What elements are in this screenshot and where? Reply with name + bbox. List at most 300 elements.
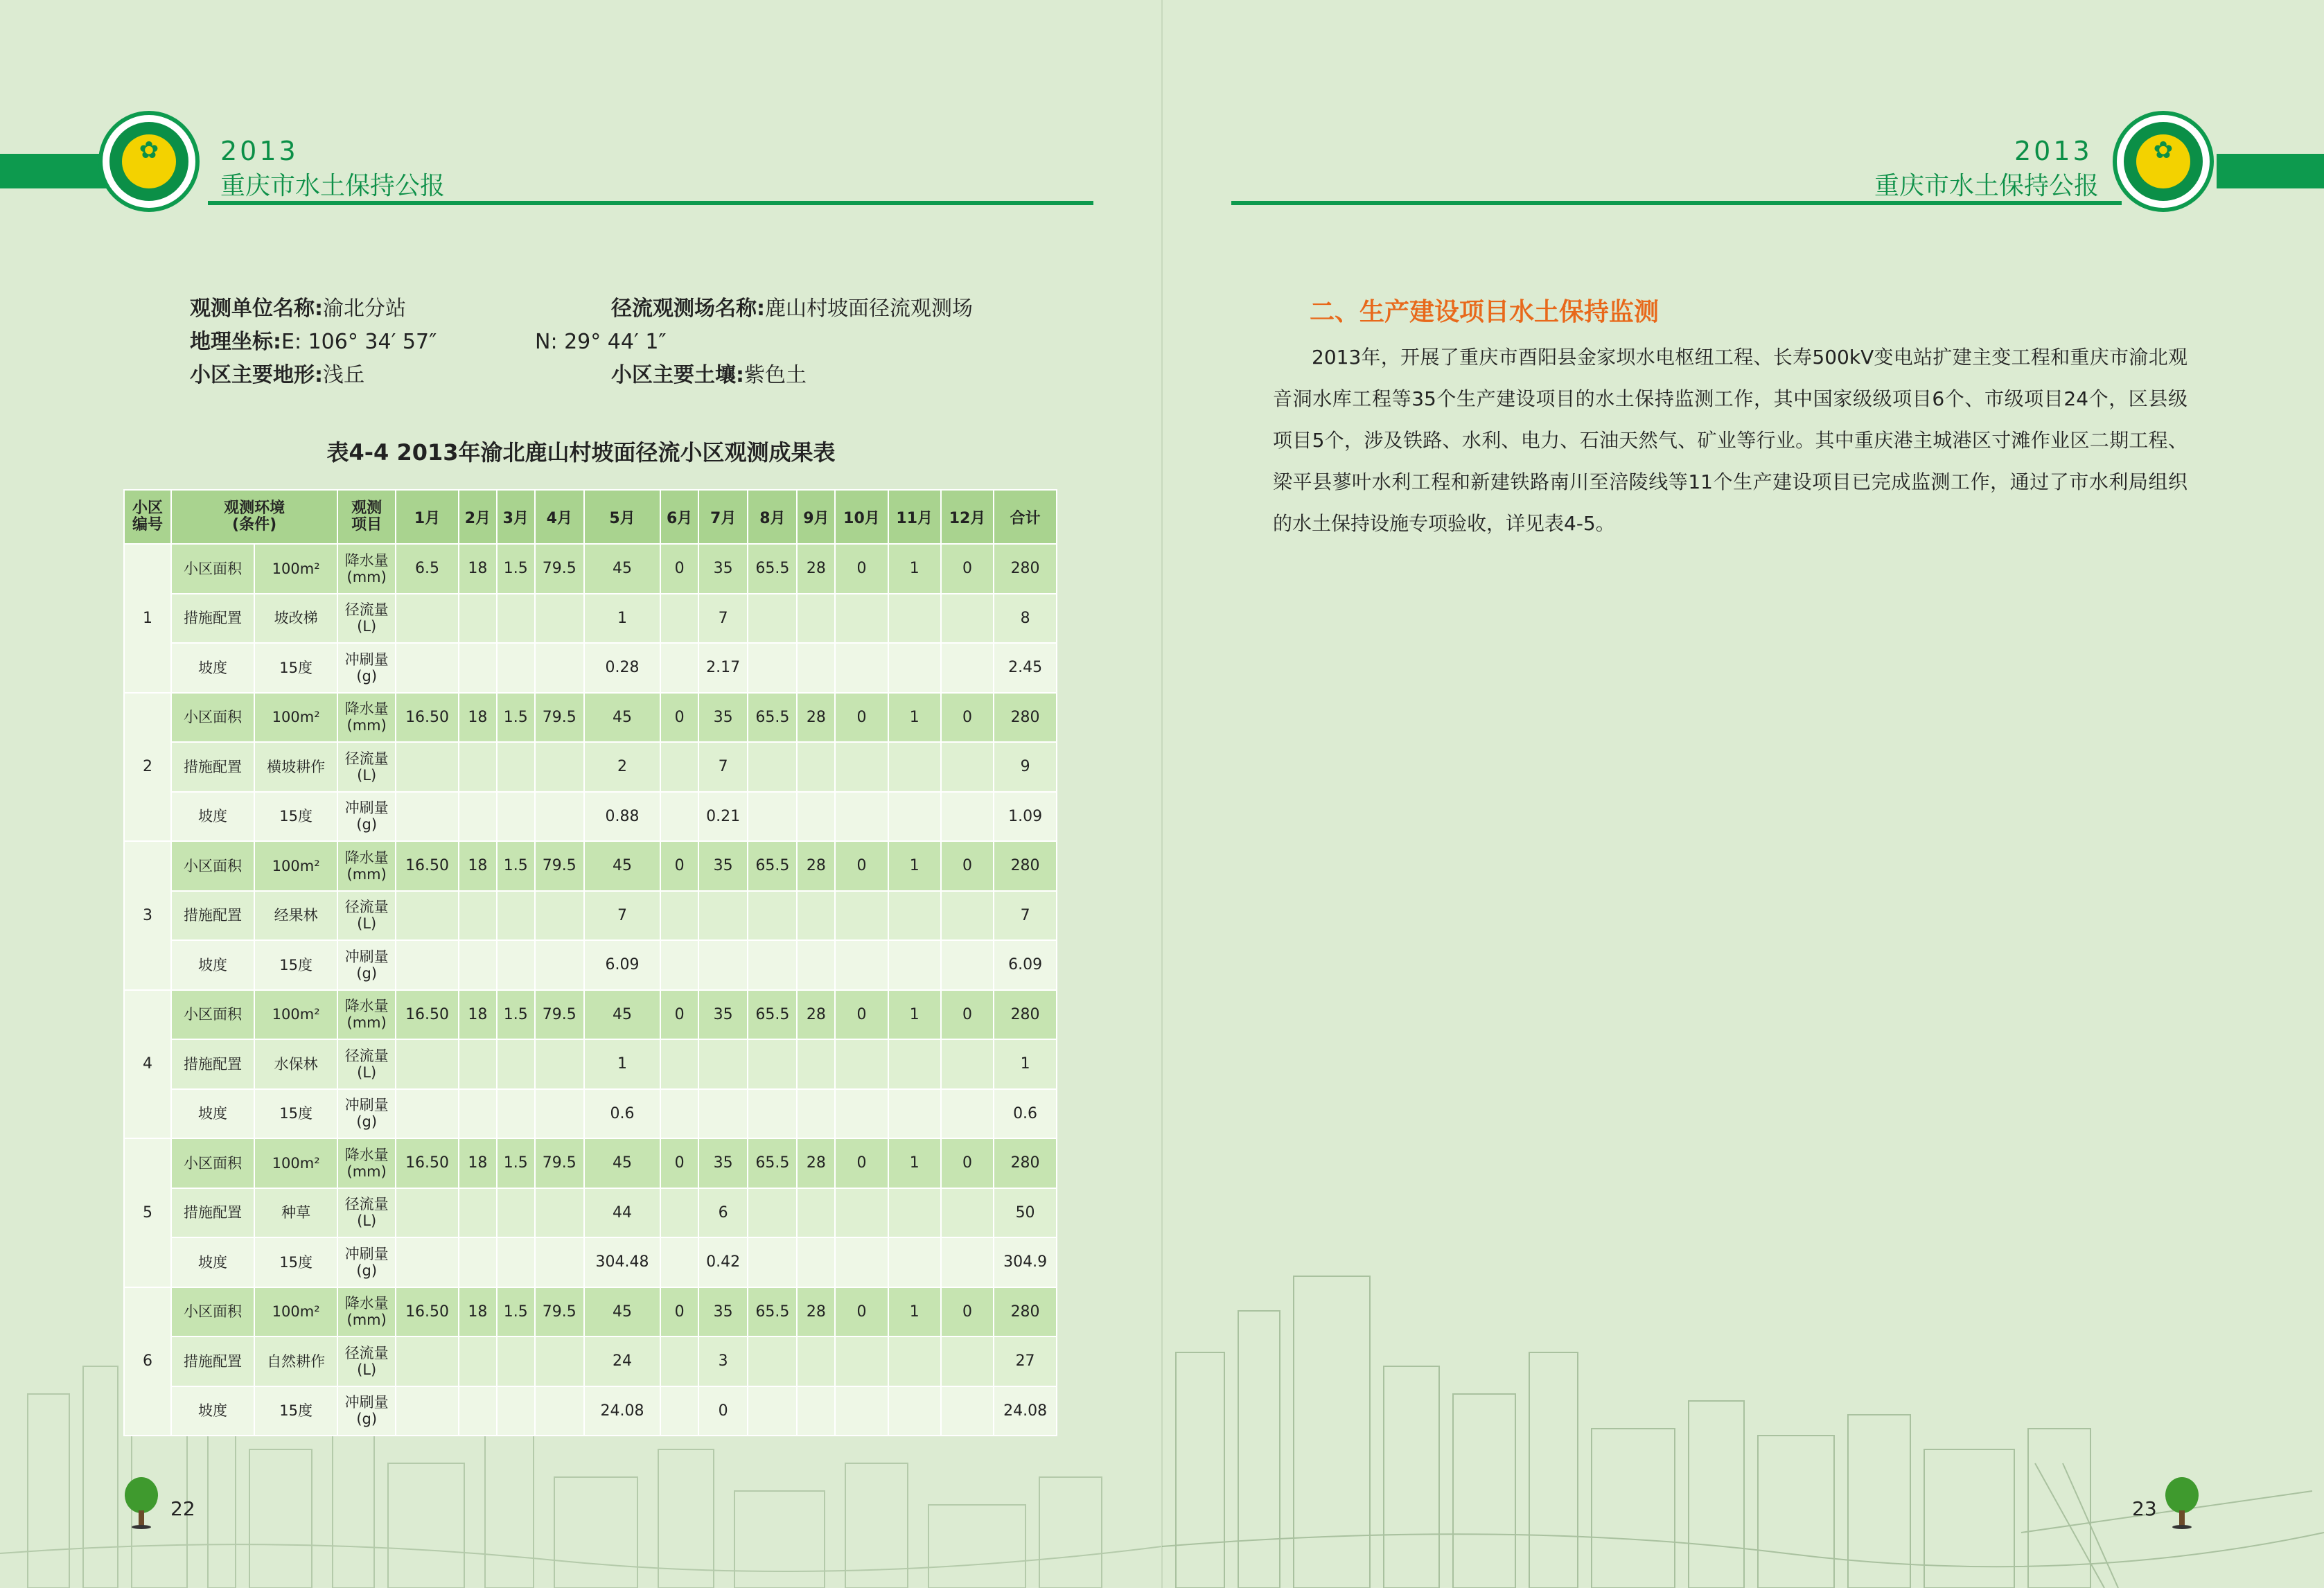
data-cell bbox=[459, 1089, 497, 1139]
data-cell: 65.5 bbox=[748, 693, 797, 743]
data-cell bbox=[888, 792, 941, 842]
data-cell: 45 bbox=[584, 990, 660, 1040]
data-cell bbox=[835, 1039, 888, 1089]
data-cell bbox=[748, 940, 797, 990]
data-cell bbox=[660, 1089, 698, 1139]
data-cell bbox=[835, 594, 888, 644]
data-cell: 1 bbox=[584, 594, 660, 644]
condition-label-cell: 小区面积 bbox=[171, 1287, 254, 1337]
coord-n: N: 29° 44′ 1″ bbox=[535, 330, 667, 354]
data-cell bbox=[797, 940, 835, 990]
data-cell bbox=[888, 1237, 941, 1287]
condition-value-cell: 100m² bbox=[254, 841, 337, 891]
data-cell: 0.6 bbox=[584, 1089, 660, 1139]
data-cell: 18 bbox=[459, 544, 497, 594]
terrain-value: 浅丘 bbox=[323, 363, 364, 387]
data-cell bbox=[535, 1039, 584, 1089]
data-cell bbox=[797, 891, 835, 941]
data-cell bbox=[835, 891, 888, 941]
col-header: 1月 bbox=[396, 490, 459, 544]
data-cell bbox=[835, 1237, 888, 1287]
data-cell: 3 bbox=[698, 1336, 748, 1386]
plot-id-cell: 3 bbox=[124, 841, 171, 990]
condition-value-cell: 15度 bbox=[254, 643, 337, 693]
data-cell bbox=[396, 1039, 459, 1089]
condition-label-cell: 小区面积 bbox=[171, 544, 254, 594]
data-cell bbox=[941, 1188, 994, 1238]
data-cell: 0 bbox=[660, 841, 698, 891]
data-cell bbox=[797, 1089, 835, 1139]
data-cell: 6.5 bbox=[396, 544, 459, 594]
page-number-left: 22 bbox=[170, 1497, 195, 1520]
data-cell bbox=[888, 1336, 941, 1386]
data-cell: 1.5 bbox=[497, 1287, 535, 1337]
data-cell: 0 bbox=[660, 1287, 698, 1337]
data-cell: 0 bbox=[835, 990, 888, 1040]
table-row bbox=[124, 643, 1057, 693]
data-cell bbox=[797, 1336, 835, 1386]
data-cell bbox=[459, 643, 497, 693]
data-cell bbox=[459, 594, 497, 644]
data-cell: 18 bbox=[459, 1287, 497, 1337]
data-cell: 28 bbox=[797, 544, 835, 594]
condition-label-cell: 措施配置 bbox=[171, 1039, 254, 1089]
data-cell bbox=[535, 940, 584, 990]
data-cell: 0 bbox=[698, 1386, 748, 1436]
data-cell: 0 bbox=[941, 841, 994, 891]
data-cell: 0 bbox=[941, 1287, 994, 1337]
condition-label-cell: 措施配置 bbox=[171, 1188, 254, 1238]
data-cell bbox=[497, 1237, 535, 1287]
plot-id-cell: 2 bbox=[124, 693, 171, 842]
data-cell bbox=[748, 1188, 797, 1238]
header-title: 重庆市水土保持公报 bbox=[1874, 172, 2099, 200]
condition-value-cell: 自然耕作 bbox=[254, 1336, 337, 1386]
data-cell bbox=[497, 1089, 535, 1139]
data-cell: 1.5 bbox=[497, 990, 535, 1040]
data-cell bbox=[835, 940, 888, 990]
observation-item-cell: 冲刷量(g) bbox=[337, 940, 396, 990]
table-row bbox=[124, 990, 1057, 1040]
condition-value-cell: 15度 bbox=[254, 1237, 337, 1287]
data-cell bbox=[797, 1386, 835, 1436]
data-cell: 8 bbox=[994, 594, 1057, 644]
condition-value-cell: 坡改梯 bbox=[254, 594, 337, 644]
unit-label: 观测单位名称: bbox=[190, 297, 323, 321]
data-cell: 0.42 bbox=[698, 1237, 748, 1287]
page-number-right: 23 bbox=[2132, 1497, 2157, 1520]
data-cell: 16.50 bbox=[396, 1138, 459, 1188]
data-cell: 6.09 bbox=[584, 940, 660, 990]
data-cell bbox=[660, 1336, 698, 1386]
condition-value-cell: 100m² bbox=[254, 1138, 337, 1188]
data-cell bbox=[497, 1188, 535, 1238]
data-cell: 1 bbox=[584, 1039, 660, 1089]
data-cell bbox=[698, 1039, 748, 1089]
data-cell: 45 bbox=[584, 1138, 660, 1188]
coord-e: E: 106° 34′ 57″ bbox=[281, 330, 437, 354]
col-header: 观测 项目 bbox=[337, 490, 396, 544]
condition-value-cell: 种草 bbox=[254, 1188, 337, 1238]
data-cell bbox=[698, 940, 748, 990]
data-cell bbox=[748, 891, 797, 941]
data-cell: 280 bbox=[994, 693, 1057, 743]
data-cell bbox=[797, 792, 835, 842]
data-cell: 65.5 bbox=[748, 990, 797, 1040]
condition-label-cell: 措施配置 bbox=[171, 742, 254, 792]
data-cell: 0 bbox=[941, 990, 994, 1040]
data-cell: 18 bbox=[459, 990, 497, 1040]
data-cell bbox=[660, 1386, 698, 1436]
data-cell: 280 bbox=[994, 1287, 1057, 1337]
data-cell bbox=[888, 1386, 941, 1436]
col-header: 6月 bbox=[660, 490, 698, 544]
table-row bbox=[124, 792, 1057, 842]
data-cell: 45 bbox=[584, 1287, 660, 1337]
condition-value-cell: 15度 bbox=[254, 940, 337, 990]
data-cell bbox=[396, 1188, 459, 1238]
col-header: 9月 bbox=[797, 490, 835, 544]
observation-item-cell: 降水量(mm) bbox=[337, 990, 396, 1040]
data-cell: 280 bbox=[994, 1138, 1057, 1188]
data-cell bbox=[396, 1386, 459, 1436]
data-cell bbox=[396, 1237, 459, 1287]
data-cell bbox=[535, 643, 584, 693]
data-cell: 79.5 bbox=[535, 1138, 584, 1188]
observation-item-cell: 冲刷量(g) bbox=[337, 1237, 396, 1287]
data-cell bbox=[941, 643, 994, 693]
observation-item-cell: 降水量(mm) bbox=[337, 544, 396, 594]
data-cell: 2 bbox=[584, 742, 660, 792]
data-cell bbox=[459, 1039, 497, 1089]
data-cell: 28 bbox=[797, 693, 835, 743]
data-cell bbox=[535, 792, 584, 842]
header-year: 2013 bbox=[220, 136, 299, 166]
data-cell bbox=[835, 1188, 888, 1238]
data-cell: 35 bbox=[698, 544, 748, 594]
data-cell: 1.5 bbox=[497, 1138, 535, 1188]
data-cell: 1 bbox=[888, 841, 941, 891]
data-cell: 16.50 bbox=[396, 1287, 459, 1337]
tree-icon bbox=[123, 1476, 159, 1530]
condition-value-cell: 水保林 bbox=[254, 1039, 337, 1089]
soil-conservation-logo: ✿ bbox=[98, 111, 200, 212]
observation-item-cell: 降水量(mm) bbox=[337, 693, 396, 743]
data-cell bbox=[396, 1089, 459, 1139]
table-row bbox=[124, 1138, 1057, 1188]
col-header: 3月 bbox=[497, 490, 535, 544]
plot-id-cell: 1 bbox=[124, 544, 171, 693]
data-cell: 79.5 bbox=[535, 1287, 584, 1337]
data-cell: 1 bbox=[994, 1039, 1057, 1089]
condition-label-cell: 措施配置 bbox=[171, 891, 254, 941]
data-cell: 0 bbox=[660, 693, 698, 743]
header-band bbox=[2217, 154, 2324, 188]
col-header: 小区 编号 bbox=[124, 490, 171, 544]
table-row bbox=[124, 940, 1057, 990]
data-cell: 24.08 bbox=[994, 1386, 1057, 1436]
table-title: 表4-4 2013年渝北鹿山村坡面径流小区观测成果表 bbox=[326, 439, 836, 466]
data-cell bbox=[698, 891, 748, 941]
data-cell: 280 bbox=[994, 841, 1057, 891]
data-cell bbox=[835, 1336, 888, 1386]
data-cell bbox=[748, 594, 797, 644]
condition-label-cell: 措施配置 bbox=[171, 594, 254, 644]
data-cell bbox=[497, 643, 535, 693]
data-cell bbox=[396, 643, 459, 693]
data-cell bbox=[396, 1336, 459, 1386]
field-label: 径流观测场名称: bbox=[611, 297, 765, 321]
data-cell bbox=[535, 1336, 584, 1386]
data-cell: 1 bbox=[888, 1287, 941, 1337]
data-cell: 1.5 bbox=[497, 693, 535, 743]
data-cell bbox=[748, 1386, 797, 1436]
plot-id-cell: 6 bbox=[124, 1287, 171, 1436]
data-cell: 27 bbox=[994, 1336, 1057, 1386]
soil-conservation-logo: ✿ bbox=[2113, 111, 2214, 212]
data-cell: 35 bbox=[698, 841, 748, 891]
data-cell: 35 bbox=[698, 1287, 748, 1337]
data-cell: 7 bbox=[584, 891, 660, 941]
data-cell: 1.5 bbox=[497, 544, 535, 594]
data-cell: 2.45 bbox=[994, 643, 1057, 693]
right-page bbox=[1162, 0, 2324, 1588]
section-title: 二、生产建设项目水土保持监测 bbox=[1310, 298, 1660, 326]
data-cell: 1 bbox=[888, 1138, 941, 1188]
data-cell: 79.5 bbox=[535, 990, 584, 1040]
data-cell bbox=[835, 742, 888, 792]
observation-item-cell: 径流量(L) bbox=[337, 742, 396, 792]
data-cell bbox=[660, 940, 698, 990]
data-cell bbox=[660, 742, 698, 792]
data-cell bbox=[698, 1089, 748, 1139]
data-cell bbox=[888, 1188, 941, 1238]
data-cell: 280 bbox=[994, 990, 1057, 1040]
data-cell bbox=[497, 1386, 535, 1436]
data-cell: 0 bbox=[941, 693, 994, 743]
data-cell: 18 bbox=[459, 693, 497, 743]
data-cell: 79.5 bbox=[535, 544, 584, 594]
col-header: 8月 bbox=[748, 490, 797, 544]
col-header: 11月 bbox=[888, 490, 941, 544]
data-cell: 50 bbox=[994, 1188, 1057, 1238]
data-cell bbox=[396, 940, 459, 990]
data-cell bbox=[660, 643, 698, 693]
data-cell: 304.48 bbox=[584, 1237, 660, 1287]
data-cell bbox=[535, 1089, 584, 1139]
data-cell: 28 bbox=[797, 841, 835, 891]
data-cell bbox=[941, 1237, 994, 1287]
observation-item-cell: 径流量(L) bbox=[337, 1336, 396, 1386]
data-cell: 16.50 bbox=[396, 990, 459, 1040]
data-cell bbox=[888, 940, 941, 990]
data-cell bbox=[396, 742, 459, 792]
data-cell: 16.50 bbox=[396, 693, 459, 743]
data-cell bbox=[797, 1237, 835, 1287]
data-cell bbox=[941, 891, 994, 941]
observation-item-cell: 径流量(L) bbox=[337, 1039, 396, 1089]
data-cell bbox=[396, 594, 459, 644]
data-cell bbox=[797, 742, 835, 792]
data-cell bbox=[459, 1188, 497, 1238]
data-cell bbox=[941, 1089, 994, 1139]
table-row bbox=[124, 841, 1057, 891]
col-header: 10月 bbox=[835, 490, 888, 544]
data-cell: 7 bbox=[698, 742, 748, 792]
table-row bbox=[124, 1039, 1057, 1089]
condition-label-cell: 小区面积 bbox=[171, 1138, 254, 1188]
data-cell: 28 bbox=[797, 1138, 835, 1188]
table-header-row bbox=[124, 490, 1057, 544]
observation-item-cell: 径流量(L) bbox=[337, 594, 396, 644]
condition-label-cell: 坡度 bbox=[171, 643, 254, 693]
data-cell: 1 bbox=[888, 990, 941, 1040]
data-cell bbox=[497, 940, 535, 990]
data-cell bbox=[835, 643, 888, 693]
data-cell: 0 bbox=[835, 1138, 888, 1188]
table-row bbox=[124, 1336, 1057, 1386]
condition-value-cell: 15度 bbox=[254, 792, 337, 842]
col-header: 5月 bbox=[584, 490, 660, 544]
condition-label-cell: 小区面积 bbox=[171, 841, 254, 891]
observation-item-cell: 径流量(L) bbox=[337, 1188, 396, 1238]
data-cell bbox=[797, 643, 835, 693]
data-cell: 79.5 bbox=[535, 693, 584, 743]
data-cell bbox=[660, 792, 698, 842]
data-cell bbox=[535, 1386, 584, 1436]
data-cell: 0 bbox=[835, 841, 888, 891]
table-row bbox=[124, 693, 1057, 743]
data-cell bbox=[941, 1386, 994, 1436]
observation-item-cell: 降水量(mm) bbox=[337, 841, 396, 891]
data-cell: 6 bbox=[698, 1188, 748, 1238]
data-cell bbox=[941, 1039, 994, 1089]
data-cell bbox=[459, 1336, 497, 1386]
data-cell bbox=[535, 891, 584, 941]
data-cell: 18 bbox=[459, 1138, 497, 1188]
field-value: 鹿山村坡面径流观测场 bbox=[765, 297, 973, 321]
col-header: 4月 bbox=[535, 490, 584, 544]
data-cell bbox=[497, 891, 535, 941]
col-header: 2月 bbox=[459, 490, 497, 544]
data-cell bbox=[748, 742, 797, 792]
data-cell: 35 bbox=[698, 1138, 748, 1188]
data-cell bbox=[535, 1237, 584, 1287]
data-cell bbox=[748, 792, 797, 842]
observation-item-cell: 冲刷量(g) bbox=[337, 1089, 396, 1139]
condition-value-cell: 100m² bbox=[254, 1287, 337, 1337]
data-cell: 0 bbox=[835, 544, 888, 594]
data-cell: 65.5 bbox=[748, 1138, 797, 1188]
data-cell: 79.5 bbox=[535, 841, 584, 891]
data-cell bbox=[748, 1039, 797, 1089]
condition-label-cell: 坡度 bbox=[171, 792, 254, 842]
condition-value-cell: 经果林 bbox=[254, 891, 337, 941]
data-cell: 24.08 bbox=[584, 1386, 660, 1436]
data-cell bbox=[497, 792, 535, 842]
plot-id-cell: 5 bbox=[124, 1138, 171, 1287]
data-cell bbox=[535, 1188, 584, 1238]
data-cell: 44 bbox=[584, 1188, 660, 1238]
data-cell: 0.21 bbox=[698, 792, 748, 842]
col-header: 合计 bbox=[994, 490, 1057, 544]
condition-label-cell: 坡度 bbox=[171, 1237, 254, 1287]
data-cell bbox=[835, 1386, 888, 1436]
data-cell: 35 bbox=[698, 693, 748, 743]
data-cell bbox=[459, 742, 497, 792]
table-row bbox=[124, 1237, 1057, 1287]
data-cell: 65.5 bbox=[748, 544, 797, 594]
observation-item-cell: 降水量(mm) bbox=[337, 1287, 396, 1337]
data-cell: 1 bbox=[888, 693, 941, 743]
data-cell: 28 bbox=[797, 1287, 835, 1337]
data-cell bbox=[660, 1039, 698, 1089]
data-cell: 0 bbox=[835, 1287, 888, 1337]
terrain-label: 小区主要地形: bbox=[190, 363, 323, 387]
data-cell: 0 bbox=[941, 544, 994, 594]
observation-item-cell: 径流量(L) bbox=[337, 891, 396, 941]
observation-item-cell: 冲刷量(g) bbox=[337, 643, 396, 693]
data-cell bbox=[835, 1089, 888, 1139]
data-cell bbox=[396, 792, 459, 842]
header-title: 重庆市水土保持公报 bbox=[220, 172, 446, 200]
condition-label-cell: 坡度 bbox=[171, 1089, 254, 1139]
station-meta bbox=[190, 292, 1056, 392]
condition-value-cell: 15度 bbox=[254, 1089, 337, 1139]
observation-table bbox=[123, 489, 1057, 1436]
data-cell: 35 bbox=[698, 990, 748, 1040]
observation-item-cell: 冲刷量(g) bbox=[337, 792, 396, 842]
data-cell bbox=[888, 1089, 941, 1139]
coord-label: 地理坐标: bbox=[190, 330, 281, 354]
data-cell bbox=[941, 1336, 994, 1386]
condition-value-cell: 100m² bbox=[254, 544, 337, 594]
data-cell: 0 bbox=[660, 1138, 698, 1188]
data-cell: 65.5 bbox=[748, 1287, 797, 1337]
data-cell: 1.09 bbox=[994, 792, 1057, 842]
data-cell bbox=[535, 594, 584, 644]
data-cell: 0 bbox=[660, 544, 698, 594]
data-cell: 280 bbox=[994, 544, 1057, 594]
data-cell: 0 bbox=[835, 693, 888, 743]
data-cell bbox=[535, 742, 584, 792]
condition-label-cell: 坡度 bbox=[171, 940, 254, 990]
condition-label-cell: 措施配置 bbox=[171, 1336, 254, 1386]
data-cell bbox=[748, 1336, 797, 1386]
table-row bbox=[124, 1287, 1057, 1337]
data-cell bbox=[888, 742, 941, 792]
data-cell: 6.09 bbox=[994, 940, 1057, 990]
data-cell: 2.17 bbox=[698, 643, 748, 693]
table-row bbox=[124, 891, 1057, 941]
table-row bbox=[124, 594, 1057, 644]
data-cell: 7 bbox=[994, 891, 1057, 941]
data-cell bbox=[941, 742, 994, 792]
data-cell: 0.28 bbox=[584, 643, 660, 693]
data-cell bbox=[497, 1336, 535, 1386]
soil-label: 小区主要土壤: bbox=[611, 363, 744, 387]
condition-value-cell: 15度 bbox=[254, 1386, 337, 1436]
soil-value: 紫色土 bbox=[744, 363, 807, 387]
condition-value-cell: 横坡耕作 bbox=[254, 742, 337, 792]
data-cell bbox=[941, 594, 994, 644]
data-cell: 0.6 bbox=[994, 1089, 1057, 1139]
table-row bbox=[124, 1089, 1057, 1139]
observation-item-cell: 降水量(mm) bbox=[337, 1138, 396, 1188]
data-cell bbox=[941, 940, 994, 990]
data-cell bbox=[459, 940, 497, 990]
data-cell bbox=[888, 1039, 941, 1089]
